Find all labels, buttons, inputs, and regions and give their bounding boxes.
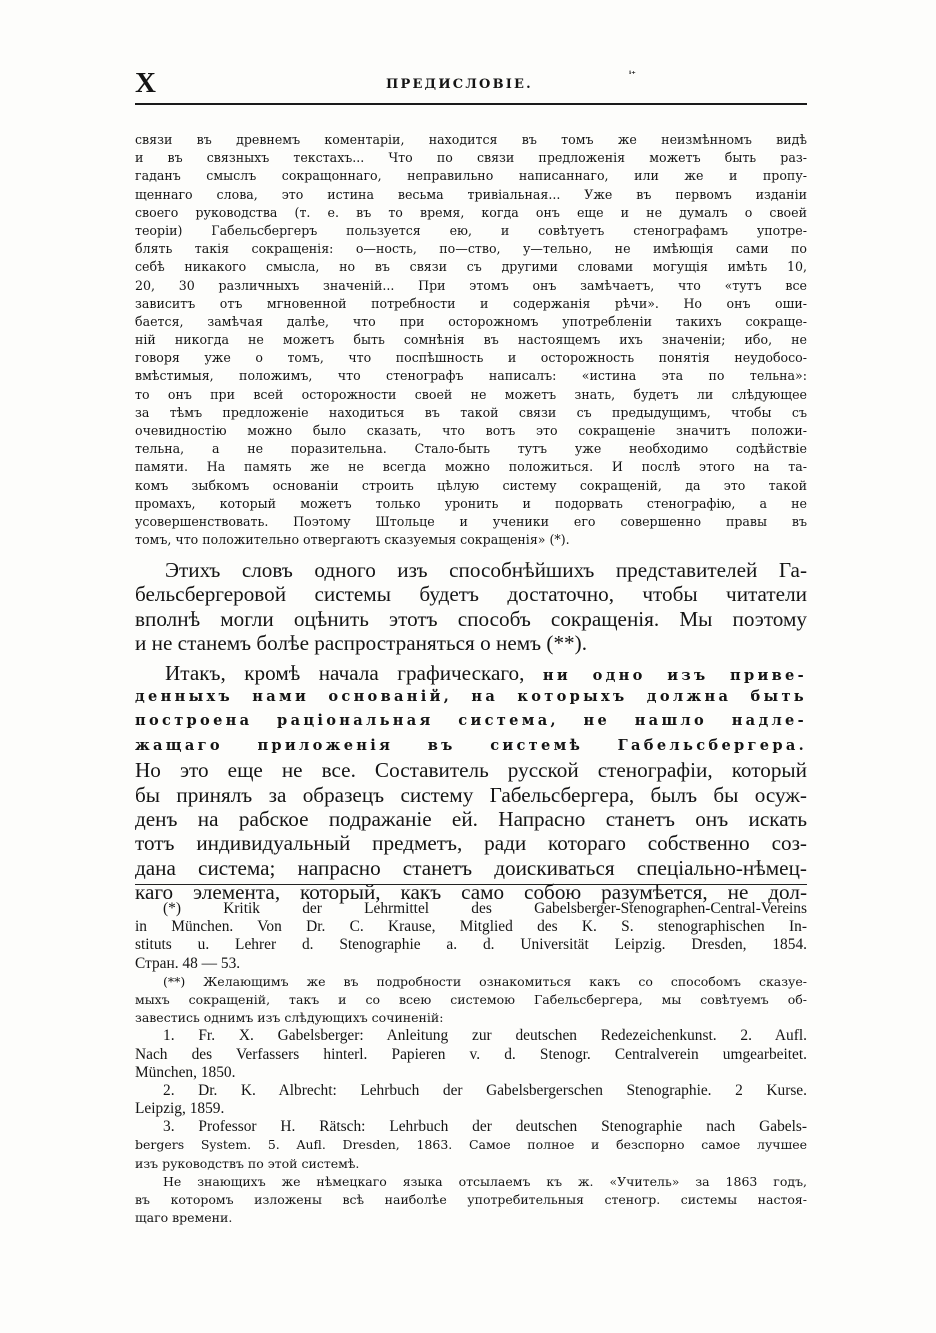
footnote-line: stituts u. Lehrer d. Stenographie a. d. Universität Leipzig. Dresden, 1854.: [135, 936, 807, 954]
quote-line: то онъ при всей осторожности своей не можетъ знать, будетъ ли слѣдующее: [135, 386, 807, 402]
quote-line: комъ зыбкомъ основанiи строить цѣлую систему сокращенiй, да это такой: [135, 477, 807, 493]
paragraph-line: бельсбергеровой системы будетъ достаточно, чтобы читатели: [135, 582, 807, 607]
paragraph-line: вполнѣ могли оцѣнить этотъ способъ сокращенiя. Мы поэтому: [135, 606, 807, 631]
footnote-line: in München. Von Dr. C. Krause, Mitglied des K. S. stenographischen In-: [135, 918, 807, 936]
footnotes: [135, 900, 807, 1227]
paragraph-line: дана система; напрасно станетъ доискиваться спецiально-нѣмец-: [135, 855, 807, 880]
quote-line: гаданъ смыслъ сокращоннаго, неправильно написаннаго, или же и пропу-: [135, 168, 807, 184]
quote-line: усовершенствовать. Поэтому Штольце и ученики его совершенно правы въ: [135, 513, 807, 529]
footnote-line: изъ руководствъ по этой системѣ.: [135, 1155, 360, 1171]
quote-line: нiй никогда не можетъ быть сомнѣнiя въ настоящемъ ихъ значенiи; ибо, не: [135, 332, 807, 348]
quote-line: промахъ, который можетъ только уронить и подорвать стенографiю, а не: [135, 495, 807, 511]
footnote-line: Nach des Verfassers hinterl. Papieren v. d. Stenogr. Centralverein umgearbeitet.: [135, 1045, 807, 1063]
page-header: [135, 68, 807, 98]
paragraph-line: тотъ индивидуальный предметъ, ради котораго собственно соз-: [135, 831, 807, 856]
footnote-line: завестись однимъ изъ слѣдующихъ сочиненiй:: [135, 1010, 444, 1026]
footnote-line: 2. Dr. K. Albrecht: Lehrbuch der Gabelsbergerschen Stenographie. 2 Kurse.: [163, 1081, 807, 1099]
footnote-line: щаго времени.: [135, 1210, 233, 1226]
main-text: [135, 558, 807, 904]
quote-line: вмѣстимыя, положимъ, что стенографъ написалъ: «истина эта по тельна»:: [135, 368, 807, 384]
quote-line: очевидностiю можно было сказать, что вотъ это сокращенiе значитъ положи-: [135, 423, 807, 438]
footnote-line: (*) Kritik der Lehrmittel des Gabelsberger-Stenographen-Central-Vereins: [163, 900, 807, 917]
quote-line: за тѣмъ предложенiе находиться въ такой связи съ предыдущимъ, чтобы съ: [135, 404, 807, 420]
quote-line: томъ, что положительно отвергаютъ сказуемыя сокращенiя» (*).: [135, 532, 570, 548]
footnote-line: 3. Professor H. Rätsch: Lehrbuch der deutschen Stenographie nach Gabels-: [163, 1118, 807, 1136]
header-rule: [135, 103, 807, 105]
paragraph-line: и не станемъ болѣе распространяться о немъ (**).: [135, 631, 587, 656]
footnote-line: Не знающихъ же нѣмецкаго языка отсылаемъ къ ж. «Учитель» за 1863 годъ,: [163, 1173, 807, 1189]
quote-line: бается, замѣчая далѣе, что при осторожномъ употребленiи такихъ сокраще-: [135, 313, 807, 329]
quote-line: блять такiя сокращенiя: о—ность, по—ство, у—тельно, не имѣющiя сами по: [135, 241, 807, 257]
spaced-text: ни одно изъ приве-: [542, 666, 807, 684]
quote-line: тельна, а не поразительна. Стало-быть тутъ уже необходимо содѣйствiе: [135, 441, 807, 457]
paragraph-line: [135, 661, 807, 685]
paragraph-line: бы принялъ за образецъ систему Габельсбергера, былъ бы осуж-: [135, 782, 807, 807]
quoted-passage: [135, 131, 807, 549]
paragraph-line: Но это еще не все. Составитель русской стенографiи, который: [135, 758, 807, 783]
footnote-line: въ которомъ изложены всѣ наиболѣе употребительныя стеногр. системы настоя-: [135, 1192, 807, 1207]
footnote-line: Leipzig, 1859.: [135, 1100, 225, 1118]
quote-line: говоря уже о томъ, что поспѣшность и осторожность понятiя неудобосо-: [135, 350, 807, 366]
running-title: ПРЕДИСЛОВIЕ.: [386, 77, 533, 92]
footnote-line: München, 1850.: [135, 1063, 236, 1081]
footnote-line: (**) Желающимъ же въ подробности ознакомиться какъ со способомъ сказуе-: [163, 973, 807, 989]
quote-line: себѣ никакого смысла, но въ связи съ другими словами могущiя имѣть 10,: [135, 259, 807, 275]
quote-line: 20, 30 различныхъ значенiй... При этомъ онъ замѣчаетъ, что «тутъ все: [135, 277, 807, 293]
quote-line: теорiи) Габельсбергеръ пользуется ею, и совѣтуетъ стенографамъ употре-: [135, 222, 807, 238]
footnote-line: bergers System. 5. Aufl. Dresden, 1863. Самое полное и безспорно самое лучшее: [135, 1137, 807, 1153]
page-number: X: [135, 67, 156, 99]
paragraph-line: каго элемента, который, какъ само собою разумѣется, не дол-: [135, 880, 807, 905]
quote-line: щеннаго слова, это истина весьма тривiальная... Уже въ первомъ изданiи: [135, 186, 807, 202]
quote-line: и въ связныхъ текстахъ... Что по связи предложенiя можетъ быть раз-: [135, 150, 807, 166]
paragraph-line: денъ на рабское подражанiе ей. Напрасно станетъ онъ искать: [135, 806, 807, 831]
line-text: Итакъ, кромѣ начала графическаго,: [165, 660, 543, 685]
spaced-line: жащаго приложенiя въ системѣ Габельсбергера.: [135, 736, 807, 754]
footnote-line: мыхъ сокращенiй, такъ и со всею системою Габельсбергера, мы совѣтуемъ об-: [135, 991, 807, 1007]
spaced-line: денныхъ нами основанiй, на которыхъ должна быть: [135, 687, 807, 705]
spaced-line: построена рацiональная система, не нашло надле-: [135, 712, 807, 730]
quote-line: памяти. На память же не всегда можно положиться. И послѣ этого на та-: [135, 459, 807, 475]
quote-line: зависитъ отъ мгновенной потребности и содержанiя рѣчи». Но онъ оши-: [135, 295, 807, 311]
footnote-line: 1. Fr. X. Gabelsberger: Anleitung zur deutschen Redezeichenkunst. 2. Aufl.: [163, 1027, 807, 1045]
paragraph-line: Этихъ словъ одного изъ способнѣйшихъ представителей Га-: [165, 558, 807, 582]
printer-mark: ⁱ⁺: [629, 70, 636, 80]
footnote-divider: [135, 884, 807, 885]
quote-line: связи въ древнемъ коментарiи, находится въ томъ же неизмѣнномъ видѣ: [135, 132, 807, 147]
footnote-line: Стран. 48 — 53.: [135, 954, 241, 972]
quote-line: своего руководства (т. е. въ то время, когда онъ еще и не думалъ о своей: [135, 204, 807, 220]
